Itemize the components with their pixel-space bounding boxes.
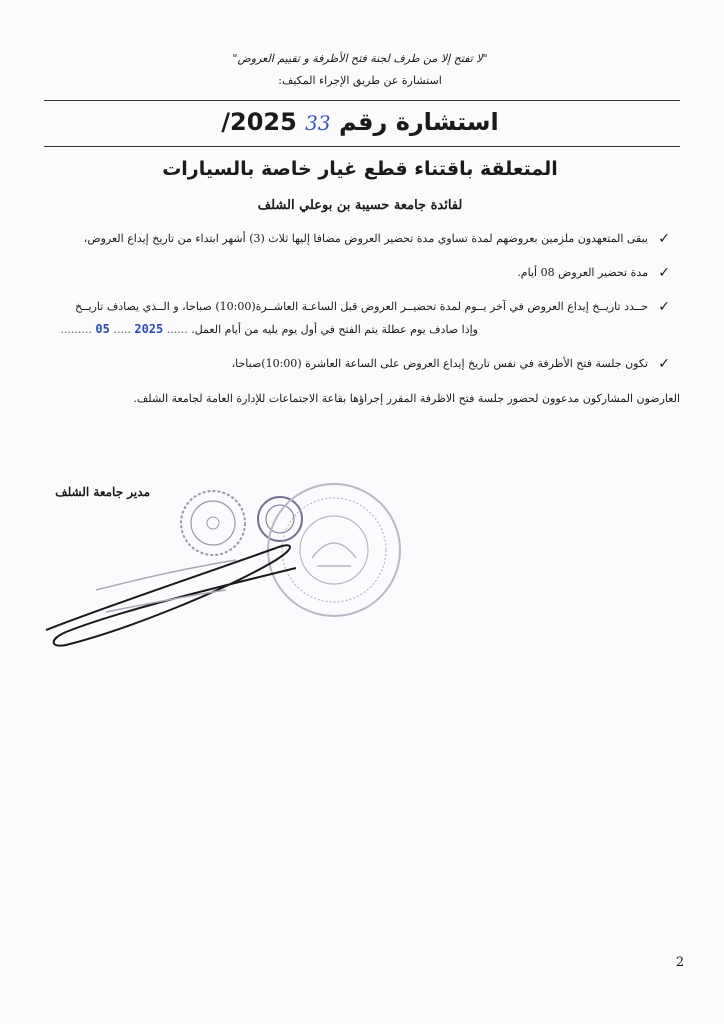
term-item	[40, 262, 670, 284]
handwritten-number: 33	[305, 111, 331, 135]
restriction-notice: "لا تفتح إلا من طرف لجنة فتح الأظرفة و تقييم العروض"	[232, 52, 488, 65]
term-item	[40, 353, 670, 375]
term-item	[40, 296, 670, 341]
title-year: 2025/	[221, 108, 297, 136]
date-continuation: وإذا صادف يوم عطلة يتم الفتح في أول يوم يليه من أيام العمل.	[191, 323, 478, 336]
term-item	[40, 228, 670, 250]
date-day-stamp: 05	[95, 322, 110, 336]
director-title: مدير جامعة الشلف	[55, 485, 150, 499]
term-text: يبقى المتعهدون ملزمين بعروضهم لمدة تساوي مدة تحضير العروض مضافا إليها ثلاث (3) أشهر ابتداء من تاريخ إيداع العروض،	[83, 232, 648, 245]
subject-line: المتعلقة باقتناء قطع غيار خاصة بالسيارات	[162, 158, 558, 180]
page-number: 2	[675, 955, 685, 970]
date-dots: .....	[113, 323, 131, 336]
invitation-text: العارضون المشاركون مدعوون لحضور جلسة فتح الاظرفة المقرر إجراؤها بقاعة الاجتماعات للإدارة العامة لجامعة الشلف.	[133, 392, 680, 405]
handwritten-signature-icon	[36, 520, 336, 660]
beneficiary-line: لفائدة جامعة حسيبة بن بوعلي الشلف	[257, 198, 463, 213]
procedure-type: استشارة عن طريق الإجراء المكيف:	[278, 74, 442, 87]
deposit-date-line	[40, 318, 648, 341]
title-divider	[44, 146, 680, 147]
date-dots: .........	[60, 323, 92, 336]
checkmark-icon: ✓	[658, 231, 670, 247]
date-dots: ......	[166, 323, 188, 336]
top-divider	[44, 100, 680, 101]
term-text: مدة تحضير العروض 08 أيام.	[517, 266, 648, 279]
date-year-stamp: 2025	[134, 322, 164, 336]
terms-list	[40, 228, 670, 387]
term-text: حــدد تاريــخ إيداع العروض في آخر يــوم لمدة تحضيــر العروض قبل الساعـة العاشــرة(10:00) صباحا، و الــذي يصادف تاريــخ	[75, 300, 648, 313]
checkmark-icon: ✓	[658, 265, 670, 281]
term-text: تكون جلسة فتح الأظرفة في نفس تاريخ إيداع العروض على الساعة العاشرة (10:00)صباحا،	[231, 357, 648, 370]
checkmark-icon: ✓	[658, 356, 670, 372]
checkmark-icon: ✓	[658, 299, 670, 315]
consultation-title	[120, 108, 600, 136]
title-prefix: استشارة رقم	[338, 108, 499, 136]
